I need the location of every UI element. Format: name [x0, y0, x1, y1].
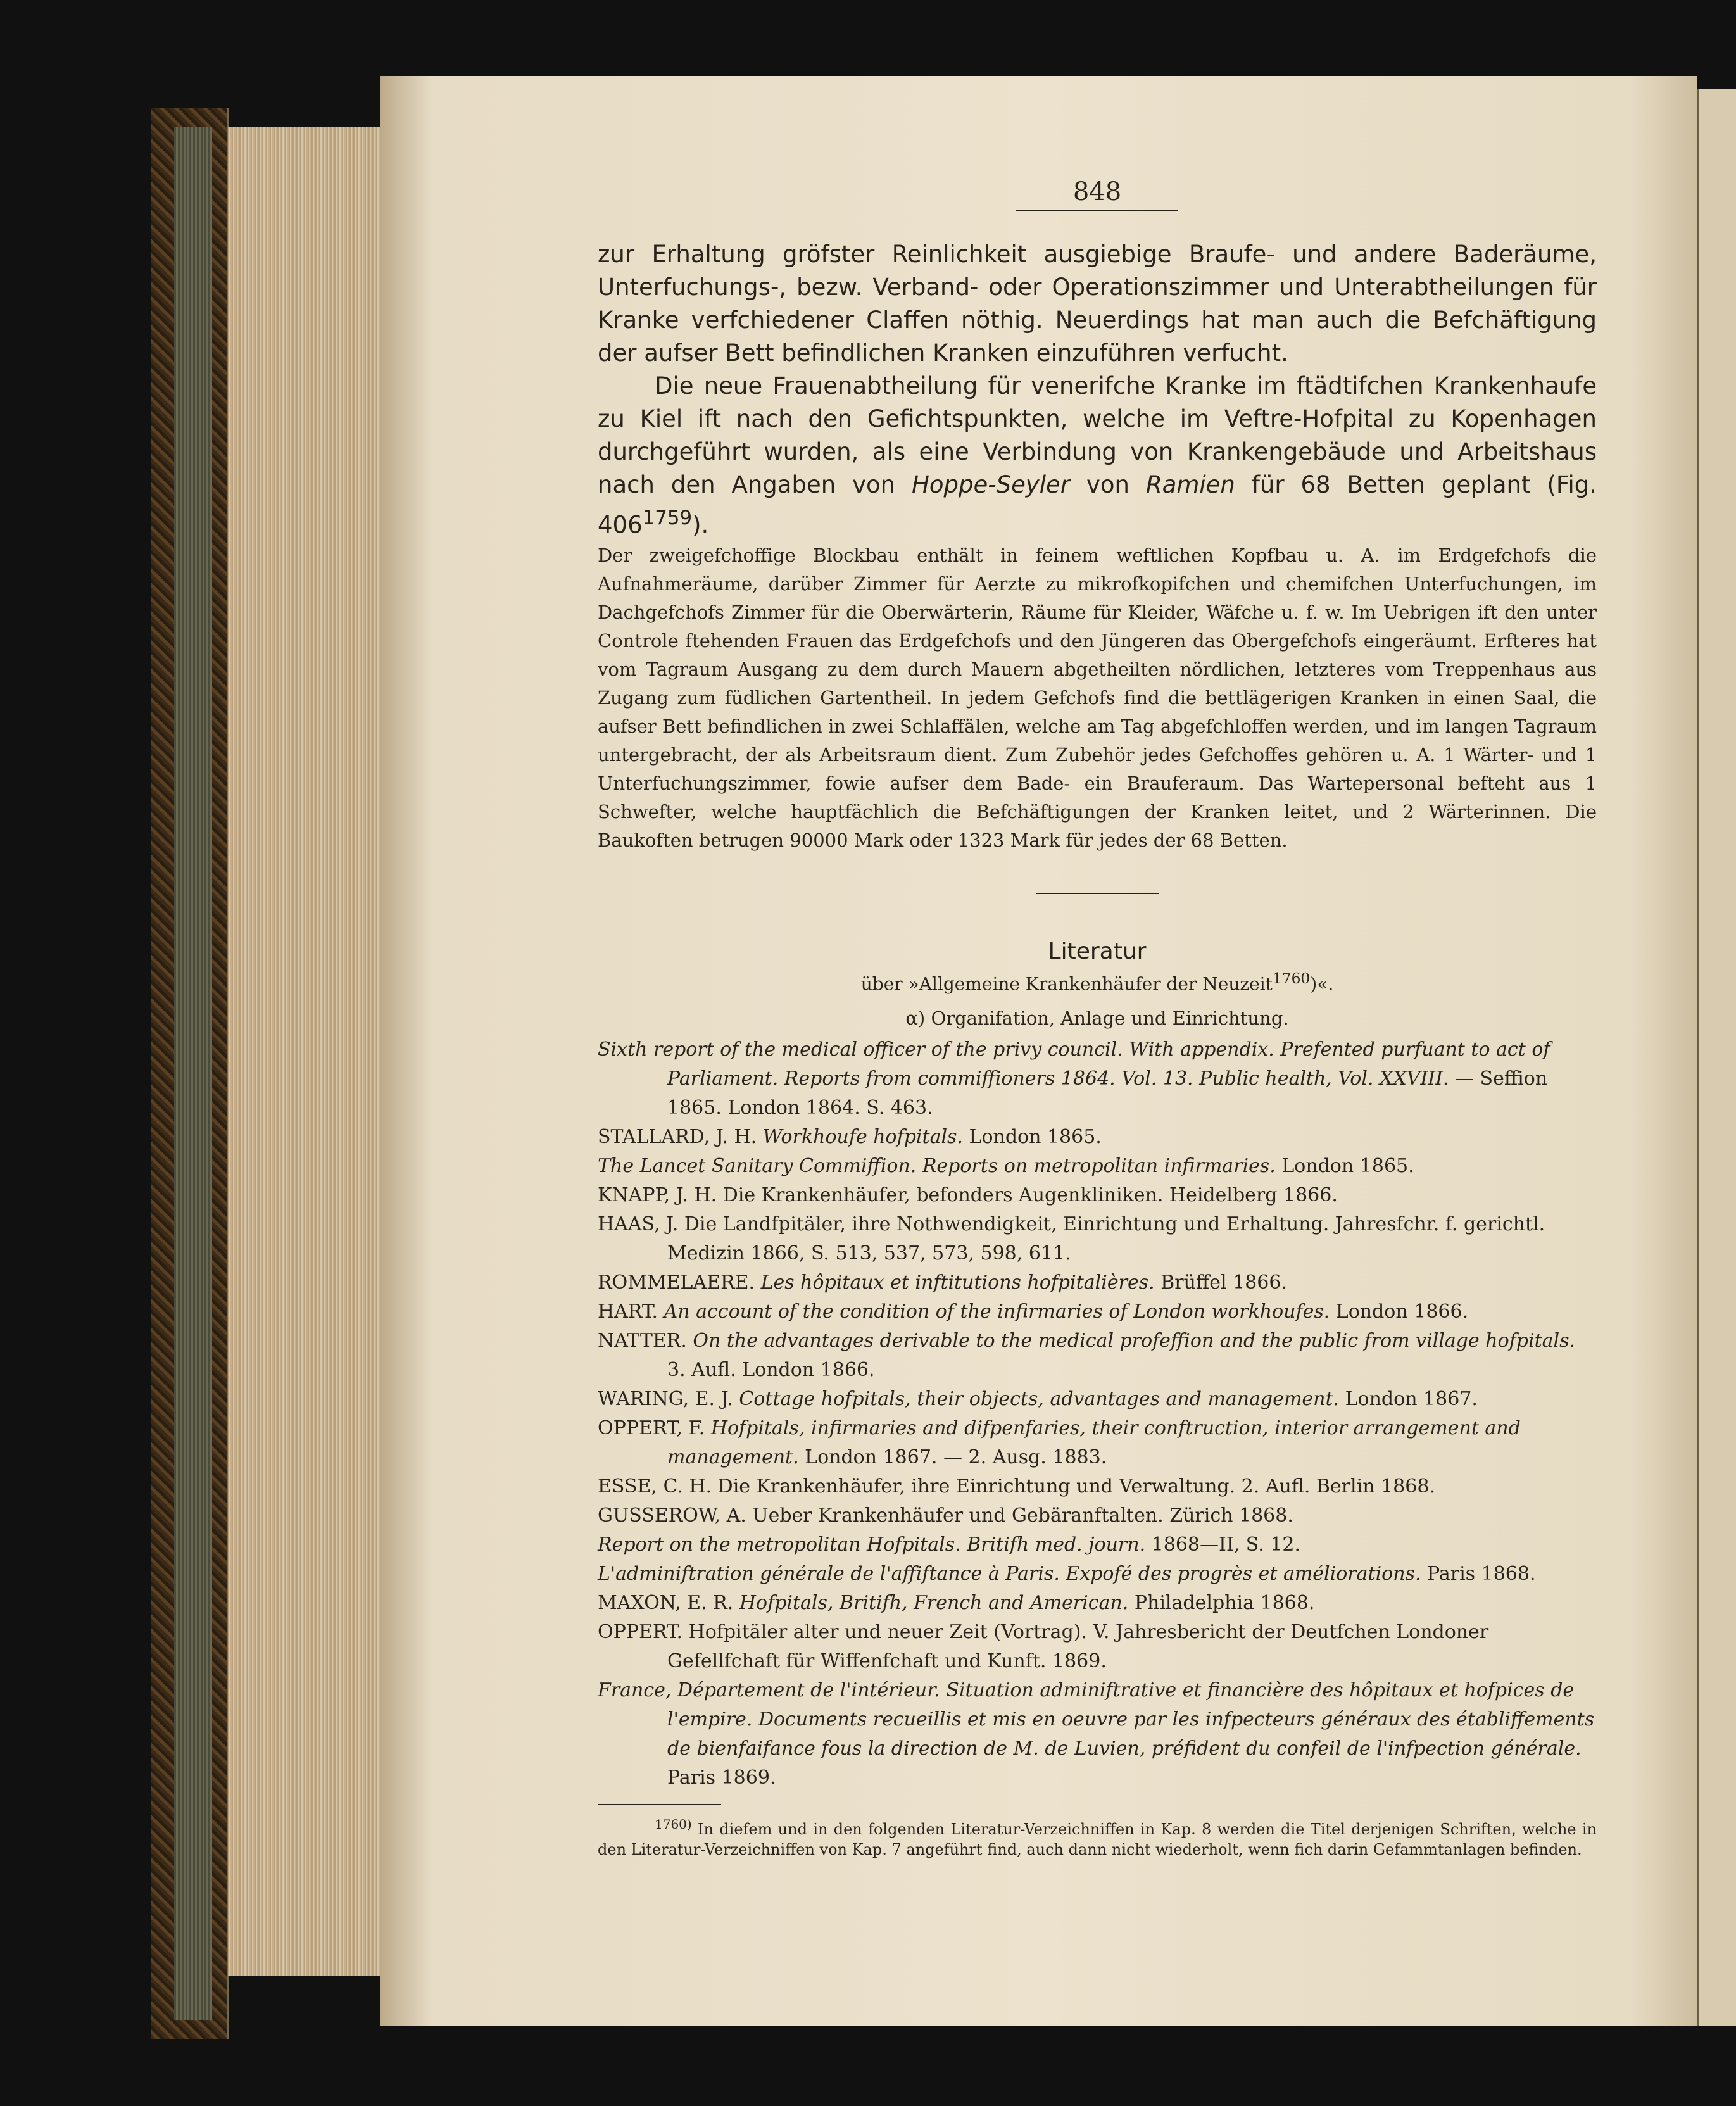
reference-details: Die Krankenhäufer, ihre Einrichtung und Verwaltung. 2. Aufl. Berlin 1868.	[717, 1475, 1435, 1498]
footnote-ref: 1759	[642, 507, 693, 529]
reference-details: London 1865.	[1275, 1154, 1414, 1177]
reference-entry	[598, 1035, 1597, 1123]
reference-details: London 1867.	[1339, 1387, 1478, 1410]
reference-details: Hofpitäler alter und neuer Zeit (Vortrag). V. Jahresbericht der Deutfchen Londoner Gefellfchaft für Wiffenfchaft und Kunft. 1869.	[667, 1620, 1489, 1672]
reference-author: OPPERT.	[598, 1620, 689, 1643]
reference-details: 1868—II, S. 12.	[1145, 1533, 1301, 1556]
reference-entry	[598, 1297, 1597, 1327]
reference-entry	[598, 1268, 1597, 1297]
small-paragraph: Der zweigefchoffige Blockbau enthält in feinem weftlichen Kopfbau u. A. im Erdgefchofs die Aufnahmeräume, darüber Zimmer für Aerzte zu mikrofkopifchen und chemifchen Unterfuchungen, im Dachgefchofs Zimmer für die Oberwärterin, Räume für Kleider, Wäfche u. f. w. Im Uebrigen ift den unter Controle ftehenden Frauen das Erdgefchofs und den Jüngeren das Obergefchofs eingeräumt. Erfteres hat vom Tagraum Ausgang zu dem durch Mauern abgetheilten nördlichen, letzteres vom Treppenhaus aus Zugang zum füdlichen Gartentheil. In jedem Gefchofs find die bettlägerigen Kranken in einen Saal, die aufser Bett befindlichen in zwei Schlaffälen, welche am Tag abgefchloffen werden, und im langen Tagraum untergebracht, der als Arbeitsraum dient. Zum Zubehör jedes Gefchoffes gehören u. A. 1 Wärter- und 1 Unterfuchungszimmer, fowie aufser dem Bade- ein Brauferaum. Das Wartepersonal befteht aus 1 Schwefter, welche hauptfächlich die Befchäftigungen der Kranken leitet, und 2 Wärterinnen. Die Baukoften betrugen 90000 Mark oder 1323 Mark für jedes der 68 Betten.	[598, 545, 1597, 852]
reference-details: Die Landfpitäler, ihre Nothwendigkeit, Einrichtung und Erhaltung. Jahresfchr. f. gerichtl. Medizin 1866, S. 513, 537, 573, 598, 611.	[667, 1213, 1545, 1264]
reference-details: — Seffion 1865. London 1864. S. 463.	[667, 1067, 1548, 1119]
page-content	[598, 177, 1597, 1860]
reference-entry	[598, 1530, 1597, 1560]
reference-entry	[598, 1327, 1597, 1385]
reference-author: WARING, E. J.	[598, 1387, 739, 1410]
paragraph-2: Die neue Frauenabtheilung für venerifche Kranke im ftädtifchen Krankenhaufe zu Kiel ift nach den Gefichtspunkten, welche im Veftre-Hofpital zu Kopenhagen durchgeführt wurden, als eine Verbindung von Krankengebäude und Arbeitshaus nach den Angaben von Hoppe-Seyler von Ramien für 68 Betten geplant (Fig. $406^{1759}$).	[598, 372, 1597, 539]
reference-list	[598, 1035, 1597, 1793]
reference-entry	[598, 1210, 1597, 1268]
reference-entry	[598, 1414, 1597, 1472]
reference-entry	[598, 1560, 1597, 1589]
reference-title: An account of the condition of the infirmaries of London workhoufes.	[664, 1300, 1330, 1323]
reference-author: GUSSEROW, A.	[598, 1504, 753, 1527]
reference-details: Die Krankenhäufer, befonders Augenkliniken. Heidelberg 1866.	[722, 1183, 1338, 1206]
reference-entry	[598, 1123, 1597, 1152]
reference-author: ROMMELAERE.	[598, 1271, 761, 1294]
footnote-divider	[598, 1804, 721, 1805]
reference-author: HART.	[598, 1300, 664, 1323]
reference-author: NATTER.	[598, 1329, 693, 1352]
reference-details: Paris 1869.	[667, 1766, 776, 1789]
reference-details: Philadelphia 1868.	[1128, 1591, 1315, 1614]
footnote: $^{1760)}$ In diefem und in den folgenden Literatur-Verzeichniffen in Kap. 8 werden die Titel derjenigen Schriften, welche in den Literatur-Verzeichniffen von Kap. 7 angeführt find, auch dann nicht wiederholt, wenn fich darin Gefammtanlagen befinden.	[598, 1816, 1597, 1858]
reference-entry	[598, 1589, 1597, 1618]
author-name-ramien: Ramien	[1145, 471, 1235, 498]
reference-details: London 1865.	[962, 1125, 1102, 1148]
reference-entry	[598, 1152, 1597, 1181]
reference-entry	[598, 1181, 1597, 1210]
reference-author: HAAS, J.	[598, 1213, 684, 1235]
reference-details: Brüffel 1866.	[1154, 1271, 1287, 1294]
reference-author: STALLARD, J. H.	[598, 1125, 763, 1148]
page-edges	[228, 127, 386, 1976]
reference-title: Cottage hofpitals, their objects, advantages and management.	[739, 1387, 1340, 1410]
reference-title: Report on the metropolitan Hofpitals. Britifh med. journ.	[598, 1533, 1146, 1556]
reference-details: London 1866.	[1330, 1300, 1469, 1323]
literatur-heading: Literatur	[1048, 938, 1147, 965]
reference-entry	[598, 1385, 1597, 1414]
reference-details: London 1867. — 2. Ausg. 1883.	[798, 1446, 1107, 1468]
reference-title: Sixth report of the medical officer of the privy council. With appendix. Prefented purfuant to act of Parliament. Reports from commiffioners 1864. Vol. 13. Public health, Vol. XXVIII.	[598, 1038, 1550, 1090]
reference-entry	[598, 1676, 1597, 1793]
reference-title: France, Département de l'intérieur. Situation adminiftrative et financière des hôpitaux et hofpices de l'empire. Documents recueillis et mis en oeuvre par les infpecteurs généraux des établiffements de bienfaifance fous la direction de M. de Luvien, préfident du confeil de l'infpection générale.	[598, 1679, 1595, 1760]
reference-title: Les hôpitaux et inftitutions hofpitalières.	[760, 1271, 1155, 1294]
reference-details: 3. Aufl. London 1866.	[667, 1358, 875, 1381]
reference-author: OPPERT, F.	[598, 1416, 711, 1439]
reference-title: Hofpitals, infirmaries and difpenfaries, their conftruction, interior arrangement and management.	[667, 1416, 1521, 1468]
book-spine	[174, 127, 212, 2020]
reference-author: ESSE, C. H.	[598, 1475, 718, 1498]
reference-title: The Lancet Sanitary Commiffion. Reports on metropolitan infirmaries.	[598, 1154, 1276, 1177]
facing-page-edge	[1697, 89, 1736, 2026]
reference-title: Hofpitals, Britifh, French and American.	[739, 1591, 1129, 1614]
reference-details: Ueber Krankenhäufer und Gebäranftalten. Zürich 1868.	[752, 1504, 1293, 1527]
paragraph-1: zur Erhaltung gröfster Reinlichkeit ausgiebige Braufe- und andere Baderäume, Unterfuchungs-, bezw. Verband- oder Operationszimmer und Unterabtheilungen für Kranke verfchiedener Claffen nöthig. Neuerdings hat man auch die Befchäftigung der aufser Bett befindlichen Kranken einzuführen verfucht.	[598, 241, 1597, 367]
reference-title: L'adminiftration générale de l'affiftance à Paris. Expofé des progrès et améliorations.	[598, 1562, 1421, 1585]
reference-details: Paris 1868.	[1421, 1562, 1536, 1585]
page-number: 848	[598, 177, 1597, 206]
reference-entry	[598, 1618, 1597, 1676]
reference-title: On the advantages derivable to the medical profeffion and the public from village hofpitals.	[693, 1329, 1576, 1352]
reference-entry	[598, 1501, 1597, 1530]
author-name-hoppe-seyler: Hoppe-Seyler	[912, 471, 1071, 498]
reference-author: MAXON, E. R.	[598, 1591, 739, 1614]
section-divider	[1036, 893, 1159, 894]
literatur-subtitle: über »Allgemeine Krankenhäufer der Neuzeit$^{1760}$)«.	[860, 969, 1334, 995]
reference-title: Workhoufe hofpitals.	[762, 1125, 963, 1148]
reference-entry	[598, 1472, 1597, 1501]
reference-author: KNAPP, J. H.	[598, 1183, 723, 1206]
literatur-section-heading: α) Organifation, Anlage und Einrichtung.	[905, 1007, 1289, 1029]
